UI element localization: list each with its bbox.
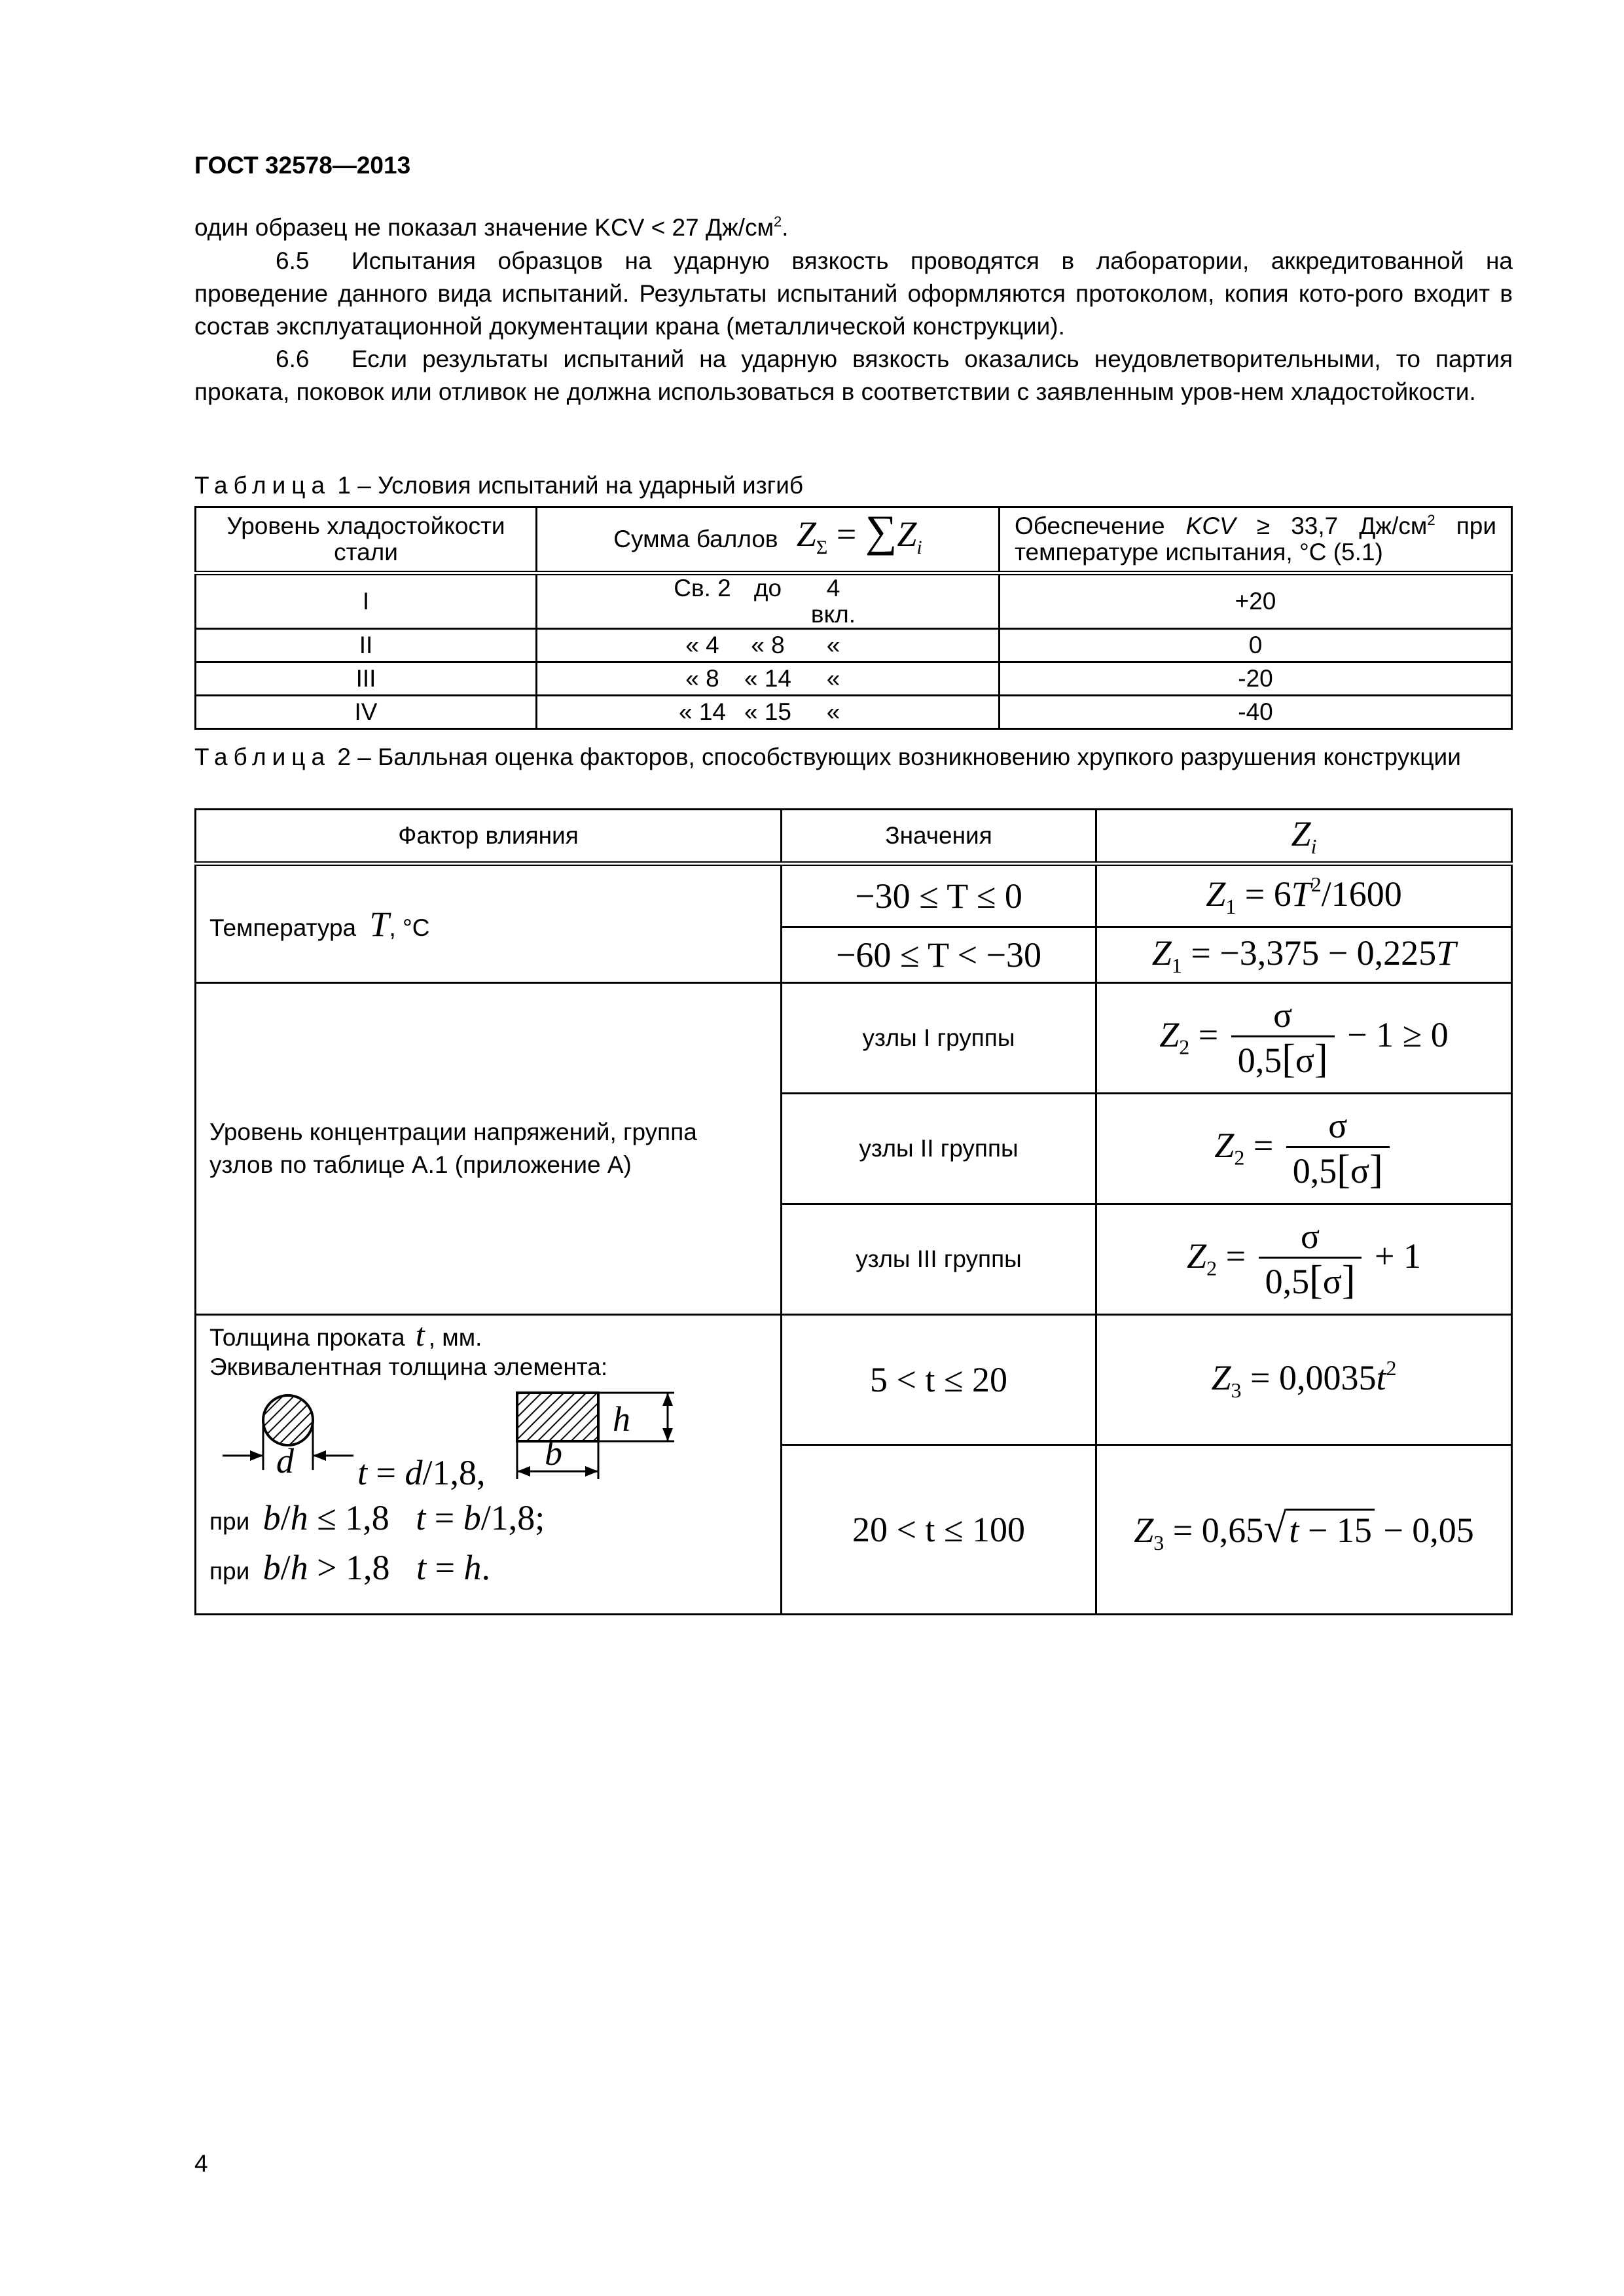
formula-z3-b: $Z_3 = 0,65√t - 15 - 0,05$ [1096, 1445, 1512, 1615]
cross-section-sketch [209, 1380, 713, 1491]
rectangle-bar-icon [517, 1393, 674, 1479]
thickness-range-1: 5 < t ≤ 20 [782, 1315, 1096, 1445]
round-bar-icon [223, 1395, 353, 1480]
thickness-range-2: 20 < t ≤ 100 [782, 1445, 1096, 1615]
document-code: ГОСТ 32578—2013 [194, 152, 411, 179]
col-header-zi: $Z_i$ [1096, 810, 1512, 864]
formula-z2-group1: $Z_2$ = $\frac{\sigma}{0,5[\sigma]}$ − 1 ≥ 0 [1096, 983, 1512, 1094]
formula-z2-group2: $Z_2$ = $\frac{\sigma}{0,5[\sigma]}$ [1096, 1094, 1512, 1204]
factor-temperature: Температура T, °С [196, 864, 782, 983]
table2-caption: Таблица 2 – Балльная оценка факторов, способствующих возникновению хрупкого разрушения конструкции [194, 744, 1461, 770]
group-1: узлы I группы [782, 983, 1096, 1094]
table-row: II « 4 « 8 « 0 [196, 629, 1512, 662]
col-header-values: Значения [782, 810, 1096, 864]
factor-thickness: Толщина проката t , мм. Эквивалентная толщина элемента: d h b t = d/1,8, при b/h ≤ 1,8 t = b/1,8; при b/h > 1,8 t = h. [196, 1315, 782, 1615]
page-number: 4 [194, 2150, 208, 2177]
table-header-row [196, 810, 1512, 864]
factor-stress-concentration: Уровень концентрации напряжений, группа узлов по таблице А.1 (приложение А) [196, 983, 782, 1315]
group-2: узлы II группы [782, 1094, 1096, 1204]
clause-number: 6.5 [276, 247, 310, 274]
paragraph-continuation: один образец не показал значение KCV < 27 $Дж/см^2$. [194, 213, 789, 241]
formula-z1-b: $Z_1 = -3,375 - 0,225T$ [1096, 927, 1512, 983]
paragraph-6-5: 6.5 Испытания образцов на ударную вязкость проводятся в лаборатории, аккредитованной на проведение данного вида испытаний. Результаты испытаний оформляются протоколом, копия кото-рого входит в состав эксплуатационной документации крана (металлической конструкции). [194, 245, 1513, 343]
col-header-level: Уровень хладостойкости стали [196, 507, 537, 573]
table-row [196, 983, 1512, 1094]
table-row: IV « 14 « 15 « -40 [196, 696, 1512, 729]
table1 [194, 506, 1513, 730]
table2 [194, 808, 1513, 1615]
svg-text:t = d/1,8,: t = d/1,8, [357, 1453, 486, 1491]
group-3: узлы III группы [782, 1204, 1096, 1315]
table-row [196, 1315, 1512, 1445]
table-row: III « 8 « 14 « -20 [196, 662, 1512, 696]
svg-text:d: d [276, 1441, 294, 1480]
svg-text:h: h [613, 1399, 630, 1439]
table-row: I Св. 2 до 4 вкл. +20 [196, 573, 1512, 629]
temp-range-1: −30 ≤ T ≤ 0 [782, 864, 1096, 927]
formula-z3-a: $Z_3 = 0,0035t^2$ [1096, 1315, 1512, 1445]
col-header-sum: Сумма баллов $Z_\Sigma = \sum Z_i$ [537, 507, 1000, 573]
paragraph-6-6: 6.6 Если результаты испытаний на ударную вязкость оказались неудовлетворительными, то партия проката, поковок или отливок не должна использоваться в соответствии с заявленным уров-нем хладостойкости. [194, 343, 1513, 408]
sum-formula: $Z_\Sigma = \sum Z_i$ [796, 506, 922, 558]
col-header-factor: Фактор влияния [196, 810, 782, 864]
formula-z1-a: $Z_1 = 6T^2/1600$ [1096, 864, 1512, 927]
svg-text:b: b [545, 1433, 562, 1473]
formula-z2-group3: $Z_2$ = $\frac{\sigma}{0,5[\sigma]}$ + 1 [1096, 1204, 1512, 1315]
temp-range-2: −60 ≤ T < −30 [782, 927, 1096, 983]
table-header-row [196, 507, 1512, 573]
table-row [196, 864, 1512, 927]
table1-caption: Таблица 1 – Условия испытаний на ударный изгиб [194, 472, 804, 499]
clause-number: 6.6 [276, 346, 310, 372]
col-header-kcv: Обеспечение KCV ≥ 33,7 $Дж/см^2$ при температуре испытания, °С (5.1) [1000, 507, 1512, 573]
